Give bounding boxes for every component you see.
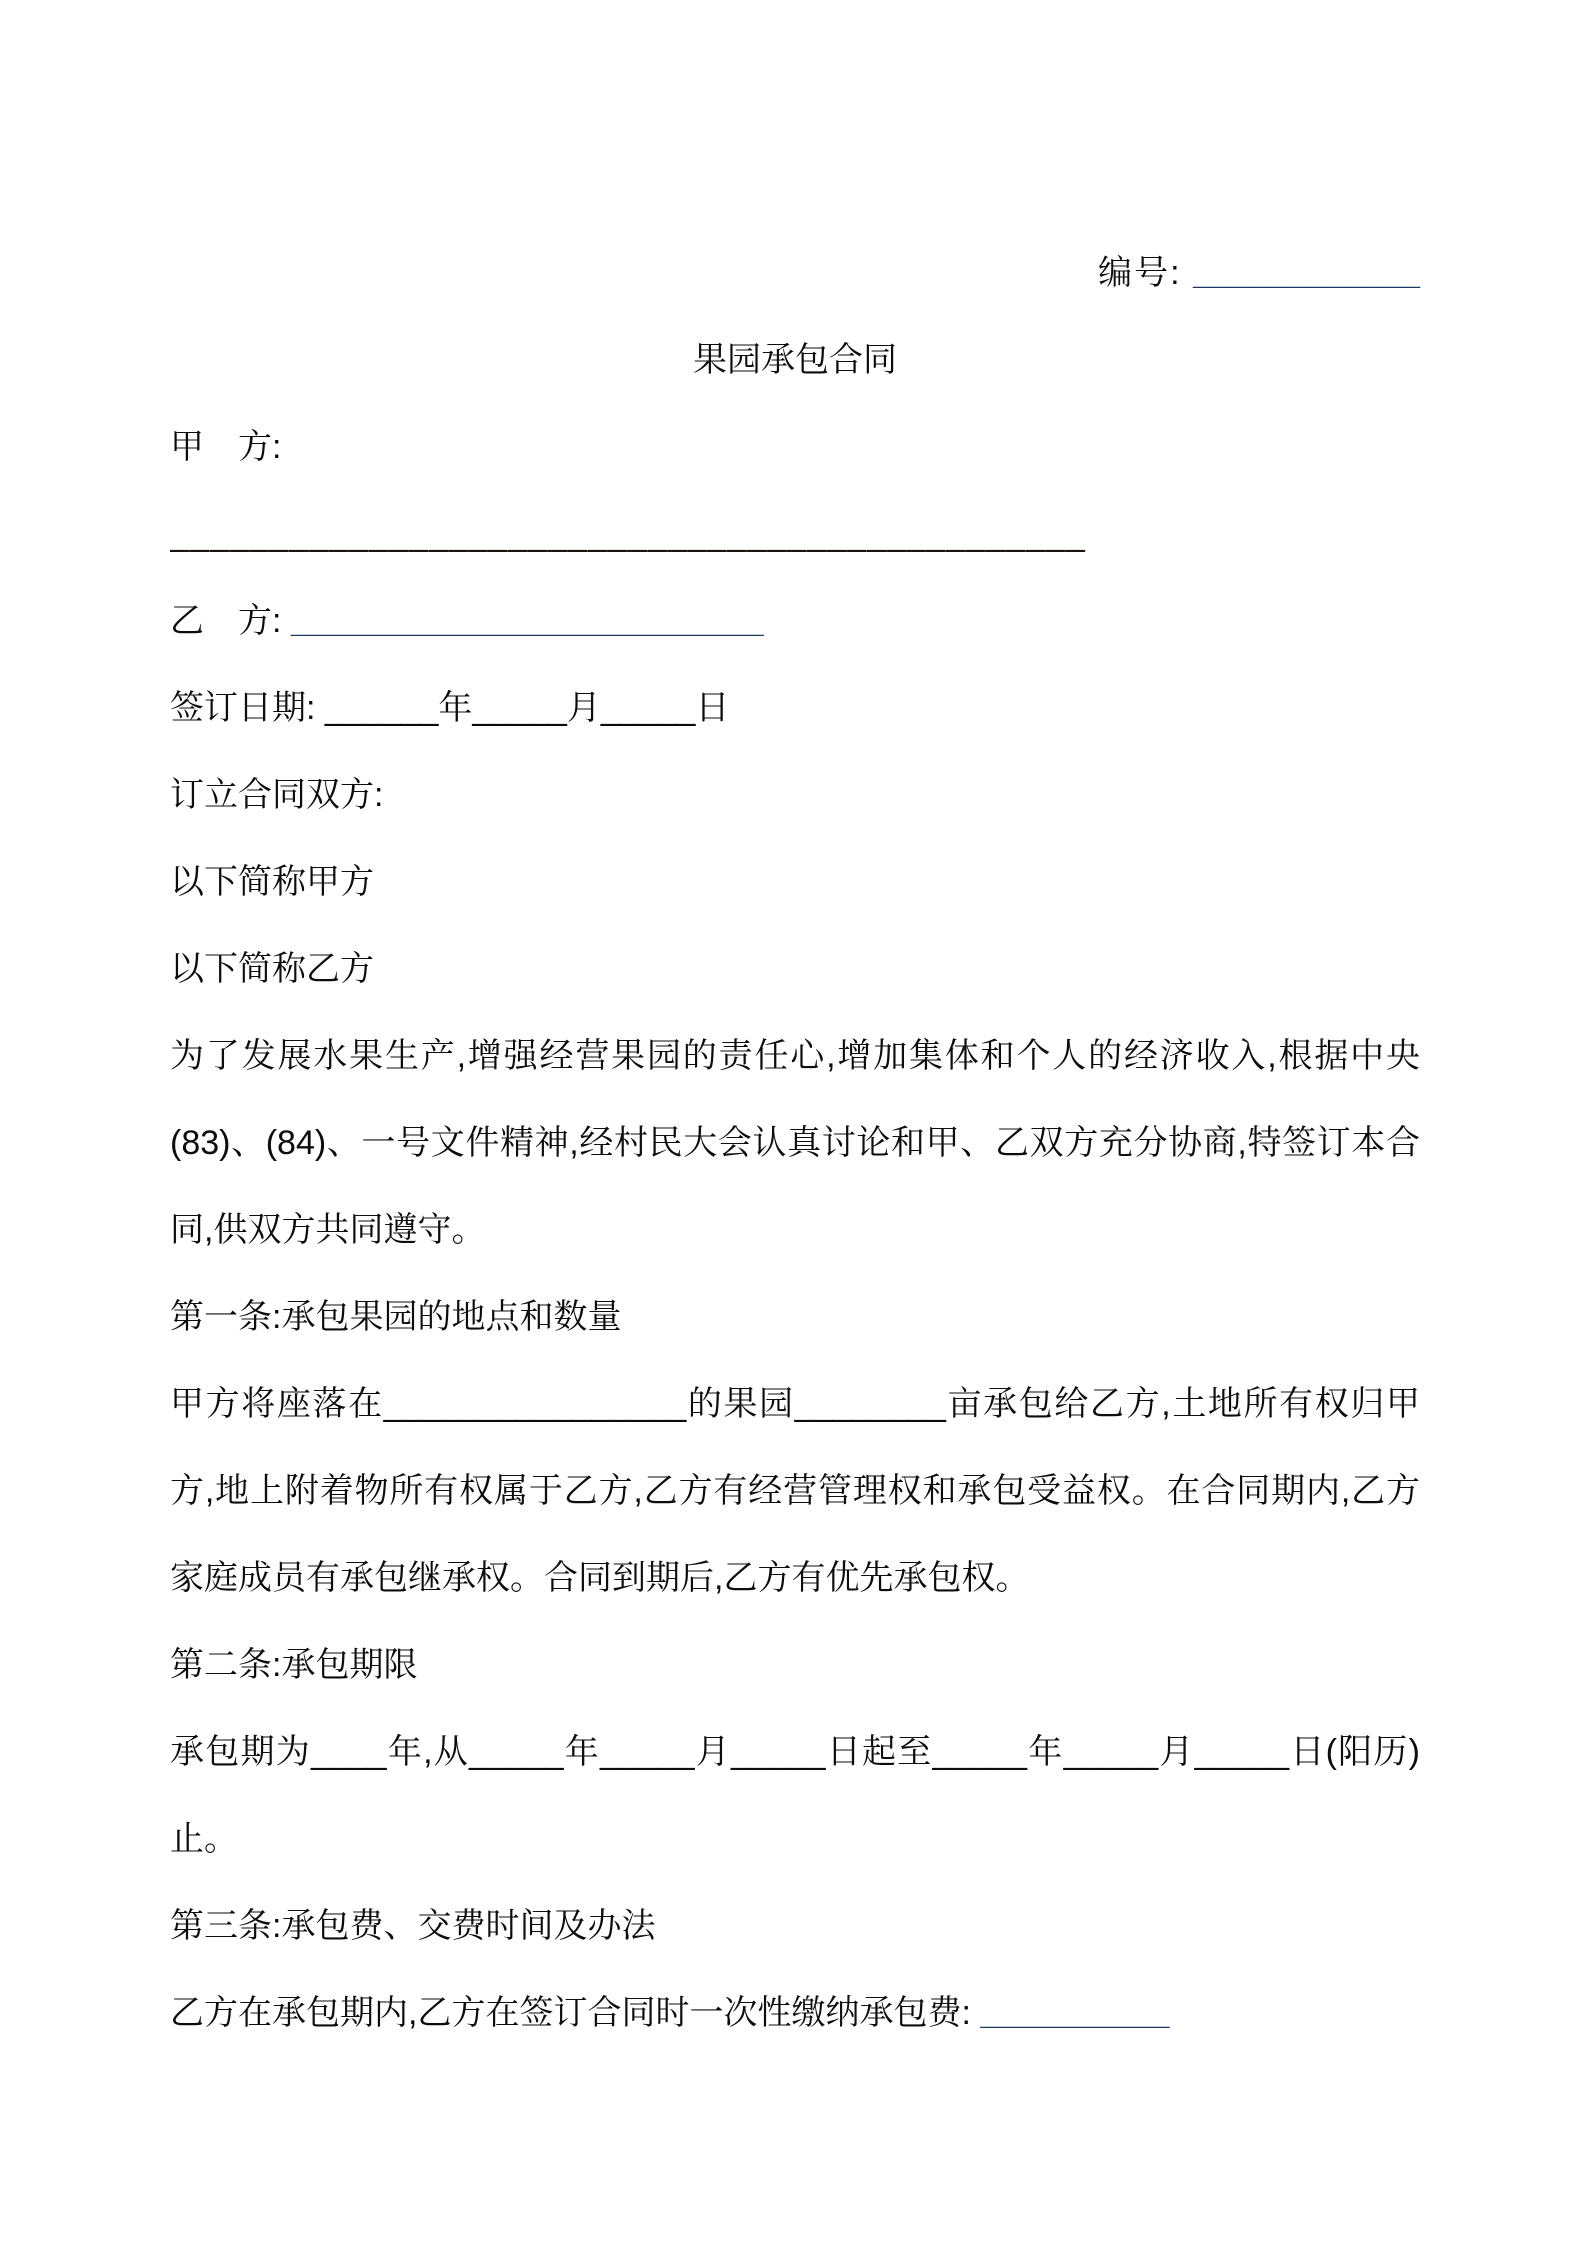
article-2-body: 承包期为____年,从_____年_____月_____日起至_____年_____月_____日(阳历)止。	[170, 1733, 1420, 1858]
article-3-body	[170, 1970, 1420, 2057]
party-b-alias: 以下简称乙方	[170, 950, 374, 988]
article-1-body: 甲方将座落在________________的果园________亩承包给乙方,土地所有权归甲方,地上附着物所有权属于乙方,乙方有经营管理权和承包受益权。在合同期内,乙方家庭成员有承包继承权。合同到期后,乙方有优先承包权。	[170, 1385, 1420, 1597]
contract-title: 果园承包合同	[693, 341, 897, 379]
party-a-line	[170, 404, 1420, 491]
party-b-line	[170, 578, 1420, 665]
sign-date-line: 签订日期: ______年_____月_____日	[170, 689, 730, 727]
doc-number-label: 编号:	[1098, 254, 1182, 292]
fee-blank: __________	[980, 1994, 1170, 2032]
separator-line: ______________________________________________	[170, 515, 1086, 553]
intro-line: 订立合同双方:	[170, 776, 384, 814]
article-3-heading: 第三条:承包费、交费时间及办法	[170, 1907, 656, 1945]
article-2-heading: 第二条:承包期限	[170, 1646, 418, 1684]
party-a-alias: 以下简称甲方	[170, 863, 374, 901]
party-b-blank: _________________________	[290, 602, 764, 640]
party-a-label: 甲 方:	[170, 428, 282, 466]
article-1-heading: 第一条:承包果园的地点和数量	[170, 1298, 622, 1336]
doc-number-line	[170, 230, 1420, 317]
preamble-paragraph: 为了发展水果生产,增强经营果园的责任心,增加集体和个人的经济收入,根据中央(83)、(84)、一号文件精神,经村民大会认真讨论和甲、乙双方充分协商,特签订本合同,供双方共同遵守。	[170, 1037, 1420, 1249]
doc-number-blank: ____________	[1193, 254, 1420, 292]
article-3-body-text: 乙方在承包期内,乙方在签订合同时一次性缴纳承包费:	[170, 1994, 981, 2032]
party-b-label: 乙 方:	[170, 602, 282, 640]
